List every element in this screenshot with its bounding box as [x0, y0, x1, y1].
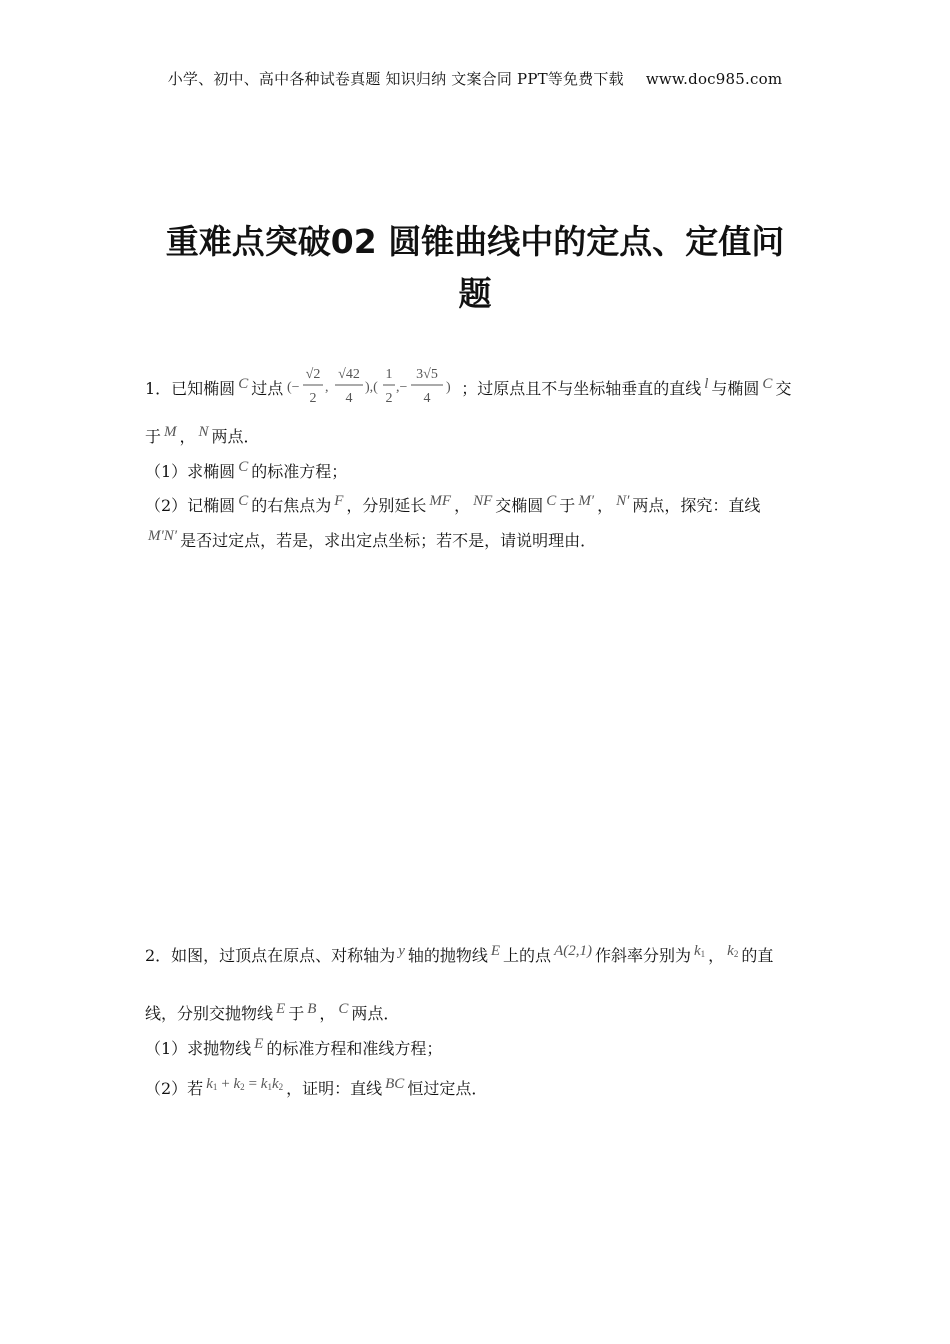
formula-comma1: , [325, 380, 329, 395]
header-site: www.doc985.com [645, 70, 783, 88]
formula-comma2: ,− [396, 380, 408, 395]
points-formula [287, 366, 457, 412]
var-y: y [398, 943, 405, 959]
formula-den2: 4 [345, 391, 353, 406]
formula-num3: 1 [385, 367, 393, 382]
var-c: C [338, 1001, 349, 1017]
problem2-question2: （2）若 $k_1 + k_2 = k_1k_2$ ，证明：直线 BC 恒过定点． [145, 1076, 488, 1098]
problem1-question1: （1）求椭圆 C 的标准方程； [145, 459, 348, 481]
problem1-line2: 于 M ， N 两点． [145, 424, 260, 446]
formula-den4: 4 [423, 391, 431, 406]
var-l: l [704, 376, 709, 392]
var-n-prime: N′ [616, 493, 630, 509]
var-c: C [238, 493, 249, 509]
var-mf: MF [429, 493, 452, 509]
formula-num1: √2 [305, 367, 321, 382]
var-c: C [238, 459, 249, 475]
problem2-line1: 2．如图，过顶点在原点、对称轴为 y 轴的抛物线 E 上的点 A(2,1) 作斜率分别为 $k_1$ ， $k_2$ 的直 [145, 943, 774, 965]
page-title-continued: 题 [458, 274, 492, 313]
slope-equation: $k_1 + k_2 = k_1k_2$ [206, 1076, 284, 1092]
var-f: F [334, 493, 344, 509]
page-title: 重难点突破02 圆锥曲线中的定点、定值问 [165, 222, 785, 261]
var-e: E [254, 1036, 264, 1052]
var-c: C [762, 376, 773, 392]
var-c: C [546, 493, 557, 509]
page-header [0, 68, 950, 89]
header-text: 小学、初中、高中各种试卷真题 知识归纳 文案合同 PPT等免费下载 [167, 70, 624, 88]
problem2-question1: （1）求抛物线 E 的标准方程和准线方程； [145, 1036, 443, 1058]
var-mn-prime: M′N′ [148, 528, 178, 544]
formula-den1: 2 [309, 391, 317, 406]
problem1-question2: （2）记椭圆 C 的右焦点为 F ，分别延长 MF ， NF 交椭圆 C 于 M′ ， N′ 两点，探究：直线 [145, 493, 761, 515]
formula-open: (− [287, 380, 300, 395]
var-k2: $k_2$ [727, 943, 739, 959]
formula-num4: 3√5 [416, 367, 439, 382]
problem1-line1: 1．已知椭圆 C 过点 (− √2 2 , √42 4 ),( 1 2 ,− 3√5 4 ) ；过原点且不与坐标轴垂直的直线 l 与椭圆 C 交 [145, 366, 791, 412]
var-k1: $k_1$ [693, 943, 706, 959]
problem1-question2-cont: M′N′ 是否过定点，若是，求出定点坐标；若不是，请说明理由． [145, 531, 596, 552]
var-bc: BC [385, 1076, 405, 1092]
formula-num2: √42 [338, 367, 361, 382]
point-a: A(2,1) [554, 943, 592, 959]
problem2-line2: 线，分别交抛物线 E 于 B ， C 两点． [145, 1001, 400, 1023]
var-m-prime: M′ [578, 493, 595, 509]
formula-den3: 2 [385, 391, 393, 406]
formula-close: ) [446, 380, 451, 395]
var-c: C [238, 376, 249, 392]
var-e: E [490, 943, 501, 959]
var-n: N [198, 424, 209, 440]
var-nf: NF [473, 493, 493, 509]
var-b: B [307, 1001, 317, 1017]
var-e: E [276, 1001, 286, 1017]
formula-mid: ),( [365, 380, 379, 395]
var-m: M [164, 424, 177, 440]
